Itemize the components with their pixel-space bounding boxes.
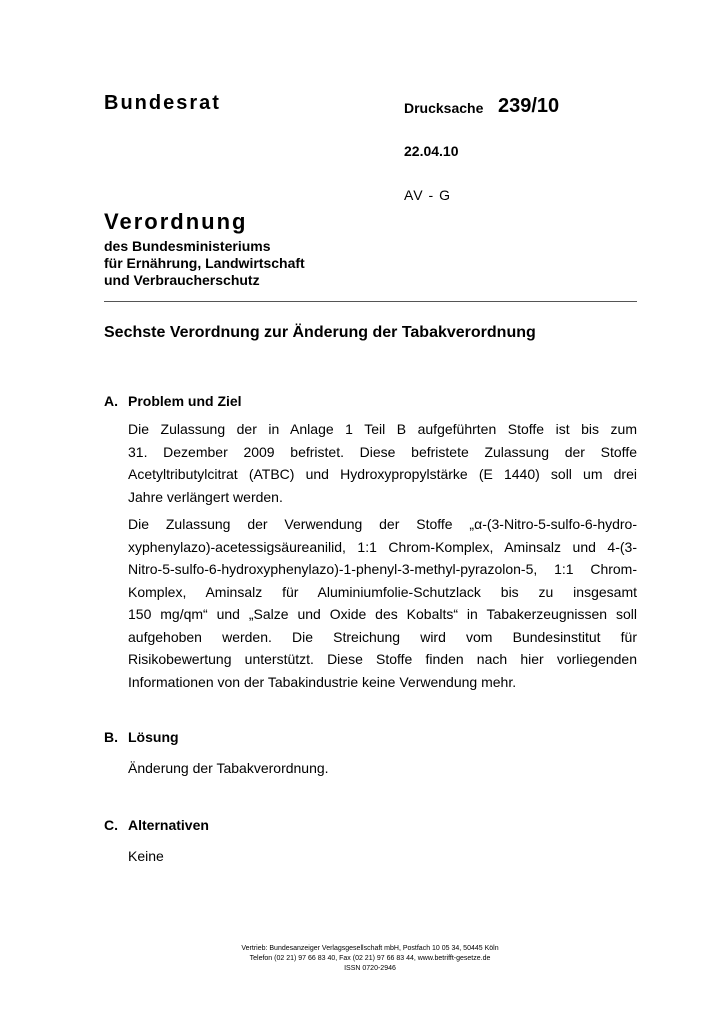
paragraph-line: Komplex, Aminsalz für Aluminiumfolie-Schutzlack bis zu insgesamt <box>128 583 637 600</box>
committee-code: AV - G <box>404 187 451 203</box>
section-a-paragraph-1 <box>128 418 637 508</box>
document-date: 22.04.10 <box>404 143 459 159</box>
section-b-title: Lösung <box>128 729 179 745</box>
paragraph-line: Die Zulassung der Verwendung der Stoffe „α-(3-Nitro-5-sulfo-6-hydro- <box>128 516 637 532</box>
ministry-line-3: und Verbraucherschutz <box>104 272 260 288</box>
paragraph-line: 150 mg/qm“ und „Salze und Oxide des Kobalts“ in Tabakerzeugnissen soll <box>128 606 637 622</box>
document-type: Verordnung <box>104 209 248 234</box>
drucksache-number: 239/10 <box>498 95 560 117</box>
publisher-footer <box>160 944 580 974</box>
footer-line-2: Telefon (02 21) 97 66 83 40, Fax (02 21) 97 66 83 44, www.betrifft-gesetze.de <box>249 955 491 962</box>
section-b-text: Änderung der Tabakverordnung. <box>128 760 329 776</box>
ministry-line-1: des Bundesministeriums <box>104 238 271 254</box>
paragraph-line: Jahre verlängert werden. <box>128 488 283 505</box>
org-title: Bundesrat <box>104 92 221 114</box>
paragraph-line: xyphenylazo)-acetessigsäureanilid, 1:1 Chrom-Komplex, Aminsalz und 4-(3- <box>128 538 637 555</box>
footer-line-3: ISSN 0720-2946 <box>344 965 396 972</box>
paragraph-line: Nitro-5-sulfo-6-hydroxyphenylazo)-1-phenyl-3-methyl-pyrazolon-5, 1:1 Chrom- <box>128 561 637 577</box>
section-c-title: Alternativen <box>128 817 209 833</box>
section-a-title: Problem und Ziel <box>128 393 242 409</box>
paragraph-line: Risikobewertung unterstützt. Diese Stoffe finden nach hier vorliegenden <box>128 651 637 667</box>
footer-line-1: Vertrieb: Bundesanzeiger Verlagsgesellschaft mbH, Postfach 10 05 34, 50445 Köln <box>241 945 499 952</box>
ministry-line-2: für Ernährung, Landwirtschaft <box>104 255 305 271</box>
paragraph-line: 31. Dezember 2009 befristet. Diese befristete Zulassung der Stoffe <box>128 443 637 460</box>
paragraph-line: Informationen von der Tabakindustrie keine Verwendung mehr. <box>128 673 517 690</box>
section-c-letter: C. <box>104 817 118 833</box>
regulation-title: Sechste Verordnung zur Änderung der Tabakverordnung <box>104 324 536 341</box>
section-c-text: Keine <box>128 848 164 864</box>
paragraph-line: Acetyltributylcitrat (ATBC) und Hydroxypropylstärke (E 1440) soll um drei <box>128 466 637 482</box>
section-b-letter: B. <box>104 729 118 745</box>
paragraph-line: Die Zulassung der in Anlage 1 Teil B aufgeführten Stoffe ist bis zum <box>128 421 637 437</box>
section-a-letter: A. <box>104 393 118 409</box>
header-divider <box>104 301 637 302</box>
section-a-paragraph-2 <box>128 513 637 693</box>
drucksache-label: Drucksache <box>404 100 484 116</box>
paragraph-line: aufgehoben werden. Die Streichung wird vom Bundesinstitut für <box>128 628 637 645</box>
